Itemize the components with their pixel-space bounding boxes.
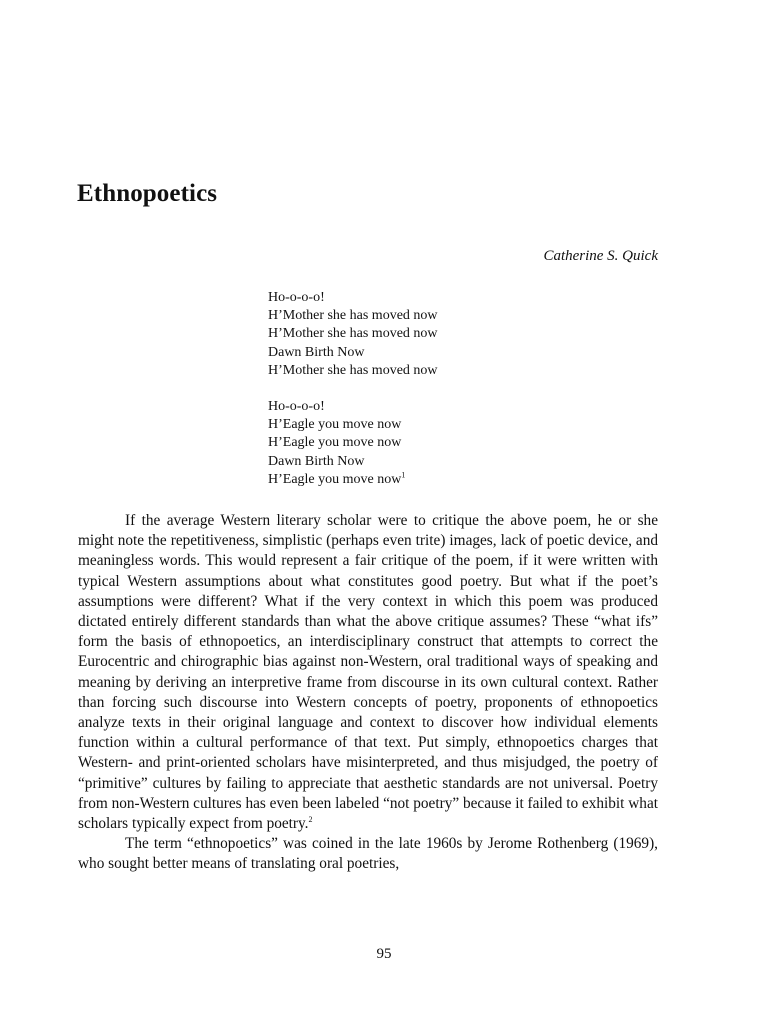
page-number: 95 xyxy=(376,946,392,962)
poem-line: Ho-o-o-o! xyxy=(268,290,325,305)
poem-stanza-2 xyxy=(268,398,438,489)
author-name: Catherine S. Quick xyxy=(543,248,658,264)
chapter-title: Ethnopoetics xyxy=(77,180,218,207)
body-text xyxy=(78,511,658,875)
poem-line: H’Eagle you move now xyxy=(268,435,402,451)
footnote-marker-2[interactable]: 2 xyxy=(308,814,313,824)
poem-line-text: H’Eagle you move now xyxy=(268,471,402,487)
poem-line-last xyxy=(268,471,438,489)
poem-line: Dawn Birth Now xyxy=(268,344,365,360)
poem-line: Ho-o-o-o! xyxy=(268,399,325,415)
paragraph-1 xyxy=(78,511,658,834)
poem-line: H’Mother she has moved now xyxy=(268,326,438,342)
poem-stanza-1 xyxy=(268,289,438,380)
poem-line: Dawn Birth Now xyxy=(268,453,365,469)
footnote-marker-1[interactable]: 1 xyxy=(401,470,406,480)
poem-line: H’Eagle you move now xyxy=(268,417,402,433)
poem-line: H’Mother she has moved now xyxy=(268,308,438,324)
paragraph-1-text: If the average Western literary scholar were to critique the above poem, he or she might note the repetitiveness, simplistic (perhaps even trite) images, lack of poetic device, and meaningless words. This would represent a fair critique of the poem, if it were written with typical Western assumptions about what constitutes good poetry. But what if the poet’s assumptions were different? What if the very context in which this poem was produced dictated entirely different standards than what the above critique assumes? These “what ifs” form the basis of ethnopoetics, an interdisciplinary construct that attempts to correct the Eurocentric and chirographic bias against non-Western, oral traditional ways of speaking and meaning by deriving an interpretive frame from discourse in its own cultural context. Rather than forcing such discourse into Western concepts of poetry, proponents of ethnopoetics analyze texts in their original language and context to discover how individual elements function within a cultural performance of that text. Put simply, ethnopoetics charges that Western- and print-oriented scholars have misinterpreted, and thus misjudged, the poetry of “primitive” cultures by failing to appreciate that aesthetic standards are not universal. Poetry from non-Western cultures has even been labeled “not poetry” because it failed to exhibit what scholars typically expect from poetry. xyxy=(78,512,658,833)
paragraph-2: The term “ethnopoetics” was coined in the late 1960s by Jerome Rothenberg (1969), who sought better means of translating oral poetries, xyxy=(78,835,658,873)
epigraph-poem xyxy=(268,289,438,489)
poem-line: H’Mother she has moved now xyxy=(268,362,438,378)
